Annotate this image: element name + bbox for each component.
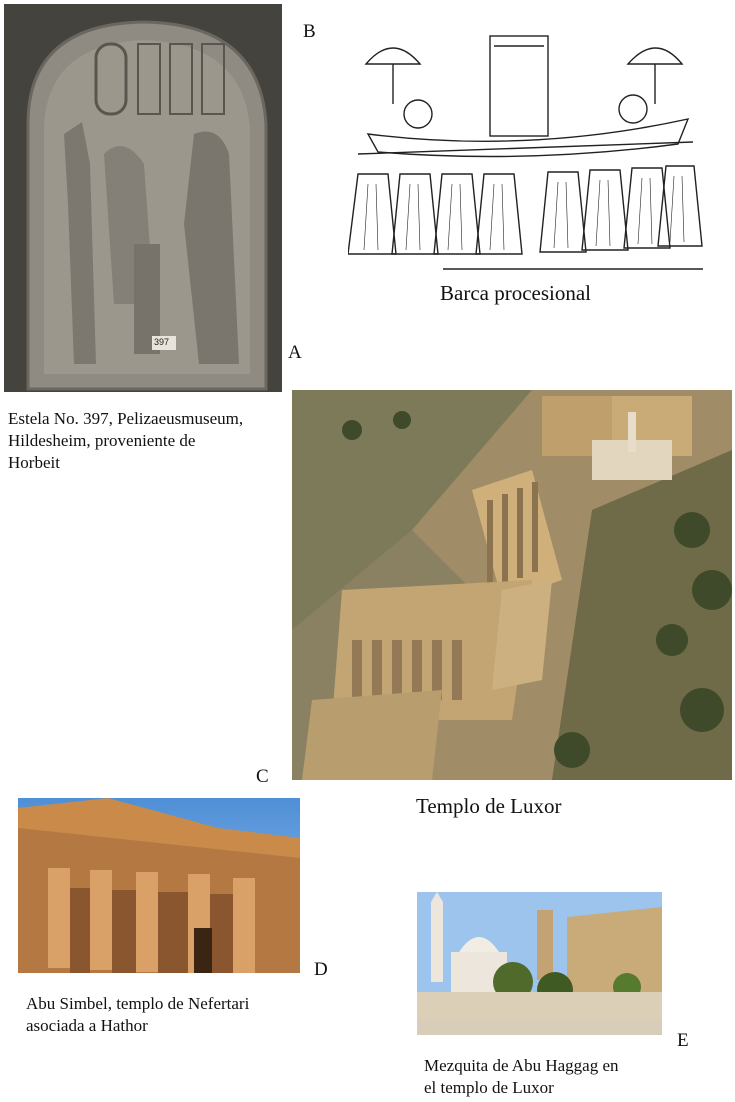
caption-abu-line2: asociada a Hathor bbox=[26, 1016, 148, 1035]
caption-stela-line1: Estela No. 397, Pelizaeusmuseum, bbox=[8, 409, 244, 428]
caption-abu-line1: Abu Simbel, templo de Nefertari bbox=[26, 994, 250, 1013]
label-e: E bbox=[677, 1030, 689, 1051]
caption-stela-line2: Hildesheim, proveniente de bbox=[8, 431, 196, 450]
luxor-temple-photo bbox=[292, 390, 732, 780]
mosque-photo bbox=[417, 892, 662, 1035]
caption-stela bbox=[8, 408, 298, 474]
stela-photo bbox=[4, 4, 282, 392]
stela-number-plate: 397 bbox=[154, 337, 170, 347]
caption-mosque-line2: el templo de Luxor bbox=[424, 1078, 554, 1097]
label-b: B bbox=[303, 21, 316, 42]
barque-drawing bbox=[348, 24, 706, 276]
caption-luxor: Templo de Luxor bbox=[416, 794, 562, 818]
caption-mosque bbox=[424, 1055, 714, 1099]
caption-barque: Barca procesional bbox=[440, 281, 592, 305]
caption-abu-simbel bbox=[26, 993, 326, 1037]
label-c: C bbox=[256, 766, 269, 787]
label-d: D bbox=[314, 959, 328, 980]
caption-stela-line3: Horbeit bbox=[8, 453, 60, 472]
label-a: A bbox=[288, 342, 302, 363]
abu-simbel-photo bbox=[18, 798, 300, 973]
caption-mosque-line1: Mezquita de Abu Haggag en bbox=[424, 1056, 619, 1075]
